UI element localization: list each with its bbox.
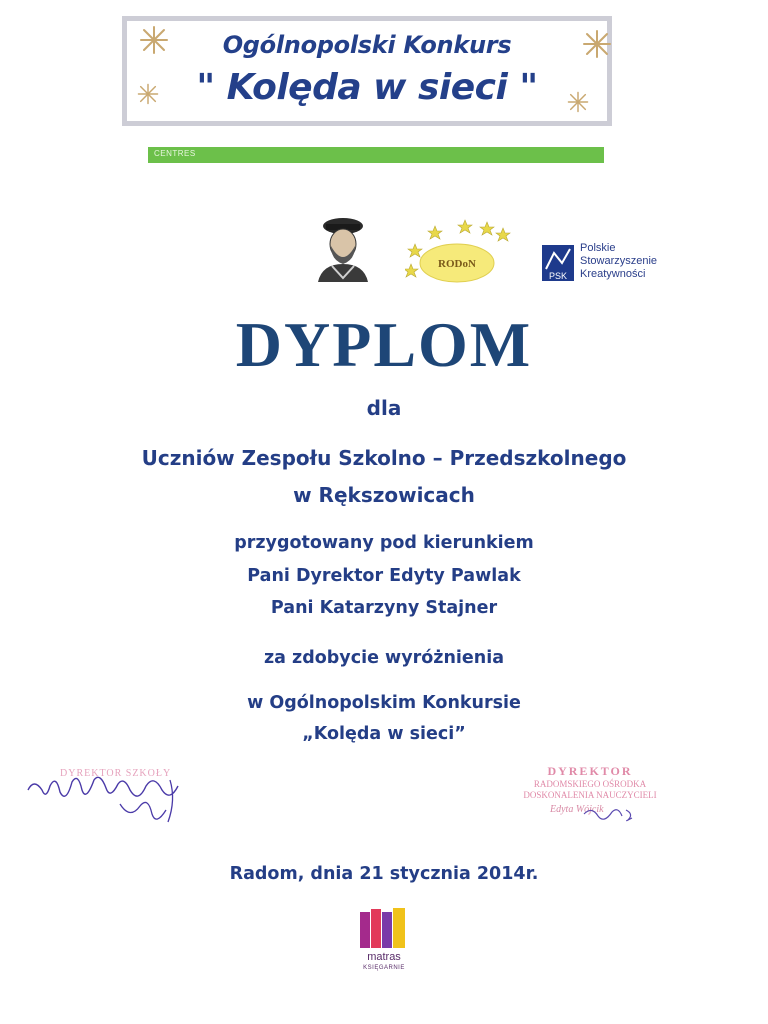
matras-logo xyxy=(358,906,408,950)
right-signature-stamp xyxy=(490,762,690,832)
banner-title-line1: Ogólnopolski Konkurs xyxy=(222,31,512,59)
matras-subtitle: KSIĘGARNIE xyxy=(363,965,405,971)
stamp-line1: RADOMSKIEGO OŚRODKA xyxy=(533,779,647,789)
left-signature-stamp xyxy=(20,760,195,850)
psk-abbr: PSK xyxy=(548,271,568,281)
psk-name-line: Kreatywności xyxy=(580,268,646,280)
award-line: za zdobycie wyróżnienia xyxy=(263,648,505,668)
recipient-line1: Uczniów Zespołu Szkolno – Przedszkolnego xyxy=(141,446,627,470)
for-label: dla xyxy=(366,396,402,420)
stamp-signer-name: Edyta Wójcik xyxy=(550,804,604,815)
psk-name xyxy=(580,242,657,281)
rodon-label: RODoN xyxy=(438,258,476,270)
rodon-logo xyxy=(405,218,515,288)
psk-name-line: Stowarzyszenie xyxy=(580,255,658,267)
portrait-logo xyxy=(314,212,372,282)
place-date: Radom, dnia 21 stycznia 2014r. xyxy=(229,864,539,884)
matras-name: matras xyxy=(367,951,401,963)
stamp-line2: DOSKONALENIA NAUCZYCIELI xyxy=(523,790,657,800)
prepared-label: przygotowany pod kierunkiem xyxy=(234,533,534,553)
green-divider-bar xyxy=(148,147,604,163)
signature-scribble xyxy=(582,804,642,824)
teacher-line1: Pani Dyrektor Edyty Pawlak xyxy=(247,566,521,586)
contest-banner xyxy=(122,16,612,126)
psk-logo xyxy=(540,243,576,283)
contest-line1: w Ogólnopolskim Konkursie xyxy=(247,693,521,713)
contest-line2: „Kolęda w sieci” xyxy=(302,724,466,744)
banner-title-line2: " Kolęda w sieci " xyxy=(196,67,538,108)
teacher-line2: Pani Katarzyny Stajner xyxy=(270,598,498,618)
left-stamp-text: DYREKTOR SZKOŁY xyxy=(60,768,172,779)
diploma-title: DYPLOM xyxy=(235,309,533,380)
recipient-line2: w Rększowicach xyxy=(293,483,475,507)
stamp-title: DYREKTOR xyxy=(547,764,633,778)
psk-name-line: Polskie xyxy=(580,242,616,254)
green-bar-label: CENTRES xyxy=(154,149,196,158)
